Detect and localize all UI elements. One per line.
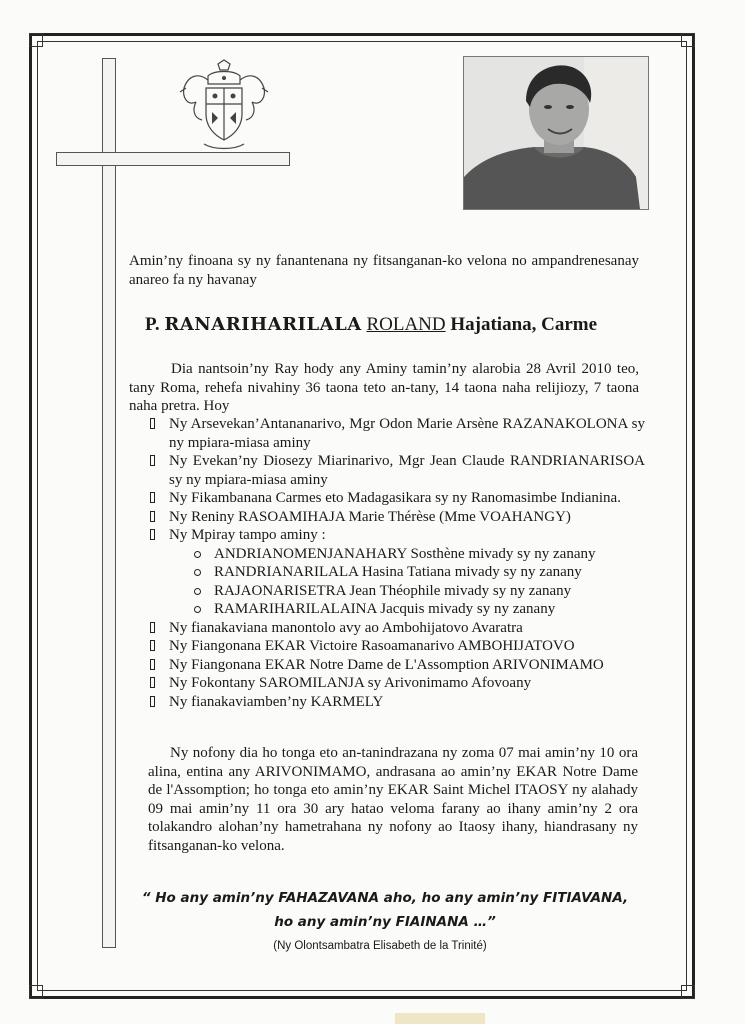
name-prefix: P. xyxy=(145,314,160,335)
name-rest: Hajatiana, Carme xyxy=(450,314,598,335)
intro-paragraph: Amin’ny finoana sy ny fanantenana ny fitsanganan-ko velona no ampandrenesanay anareo fa ny havanay xyxy=(129,253,639,288)
circle-bullet-icon xyxy=(194,588,201,595)
list-item: Ny fianakaviamben’ny KARMELY xyxy=(150,693,645,712)
checkbox-bullet-icon xyxy=(150,696,155,707)
portrait-photo xyxy=(463,56,649,210)
circle-bullet-icon xyxy=(194,569,201,576)
checkbox-bullet-icon xyxy=(150,677,155,688)
corner-ornament xyxy=(681,985,695,999)
circle-bullet-icon xyxy=(194,551,201,558)
coat-of-arms-emblem xyxy=(178,58,270,156)
corner-ornament xyxy=(29,985,43,999)
funeral-paragraph: Ny nofony dia ho tonga eto an-tanindrazana ny zoma 07 mai amin’ny 10 ora alina, entina any ARIVONIMAMO, andrasana ao amin’ny EKAR Notre Dame de l'Assomption; ho tonga eto amin’ny EKAR Saint Michel ITAOSY ny alahady 09 mai amin’ny 11 ora 30 ary hatao veloma farany ao ihany amin’ny 2 ora tolakandro alohan’ny hametrahana ny nofony ao Itaosy ihany, hiandrasany ny fitsanganan-ko velona. xyxy=(148,745,638,854)
checkbox-bullet-icon xyxy=(150,455,155,466)
list-item: Ny Fiangonana EKAR Victoire Rasoamanarivo AMBOHIJATOVO xyxy=(150,637,645,656)
list-item: Ny Fiangonana EKAR Notre Dame de L'Assomption ARIVONIMAMO xyxy=(150,656,645,675)
name-surname: RANARIHARILALA xyxy=(164,314,362,335)
checkbox-bullet-icon xyxy=(150,529,155,540)
sibling-item: ANDRIANOMENJANAHARY Sosthène mivady sy ny zanany xyxy=(194,545,645,564)
list-item: Ny Fikambanana Carmes eto Madagasikara sy ny Ranomasimbe Indianina. xyxy=(150,489,645,508)
sibling-item: RAMARIHARILALAINA Jacquis mivady sy ny zanany xyxy=(194,600,645,619)
list-item: Ny Arsevekan’Antananarivo, Mgr Odon Marie Arsène RAZANAKOLONA sy ny mpiara-miasa aminy xyxy=(150,415,645,452)
sibling-item: RAJAONARISETRA Jean Théophile mivady sy ny zanany xyxy=(194,582,645,601)
cross-vertical-bar xyxy=(102,58,116,948)
announcement-paragraph: Dia nantsoin’ny Ray hody any Aminy tamin’ny alarobia 28 Avril 2010 teo, tany Roma, rehefa nivahiny 36 taona teto an-tany, 14 taona naha relijiozy, 7 taona naha pretra. Hoy xyxy=(129,361,639,414)
name-first: ROLAND xyxy=(366,314,446,335)
checkbox-bullet-icon xyxy=(150,511,155,522)
corner-ornament xyxy=(681,33,695,47)
checkbox-bullet-icon xyxy=(150,418,155,429)
mourners-list xyxy=(150,415,645,711)
corner-ornament xyxy=(29,33,43,47)
quote-line-1: “ Ho any amin’ny FAHAZAVANA aho, ho any amin’ny FITIAVANA, xyxy=(141,890,629,906)
checkbox-bullet-icon xyxy=(150,492,155,503)
list-item: Ny Reniny RASOAMIHAJA Marie Thérèse (Mme VOAHANGY) xyxy=(150,508,645,527)
circle-bullet-icon xyxy=(194,606,201,613)
quote-line-2: ho any amin’ny FIAINANA …” xyxy=(274,914,496,930)
tape-strip xyxy=(395,1013,485,1024)
list-item: Ny Fokontany SAROMILANJA sy Arivonimamo Afovoany xyxy=(150,674,645,693)
list-item: Ny Evekan’ny Diosezy Miarinarivo, Mgr Jean Claude RANDRIANARISOA sy ny mpiara-miasa aminy xyxy=(150,452,645,489)
siblings-list xyxy=(150,545,645,619)
checkbox-bullet-icon xyxy=(150,659,155,670)
checkbox-bullet-icon xyxy=(150,622,155,633)
quote-credit: (Ny Olontsambatra Elisabeth de la Trinité) xyxy=(273,940,487,952)
sibling-item: RANDRIANARILALA Hasina Tatiana mivady sy ny zanany xyxy=(194,563,645,582)
list-item: Ny Mpiray tampo aminy : xyxy=(150,526,645,545)
checkbox-bullet-icon xyxy=(150,640,155,651)
list-item: Ny fianakaviana manontolo avy ao Ambohijatovo Avaratra xyxy=(150,619,645,638)
deceased-name xyxy=(145,314,645,336)
